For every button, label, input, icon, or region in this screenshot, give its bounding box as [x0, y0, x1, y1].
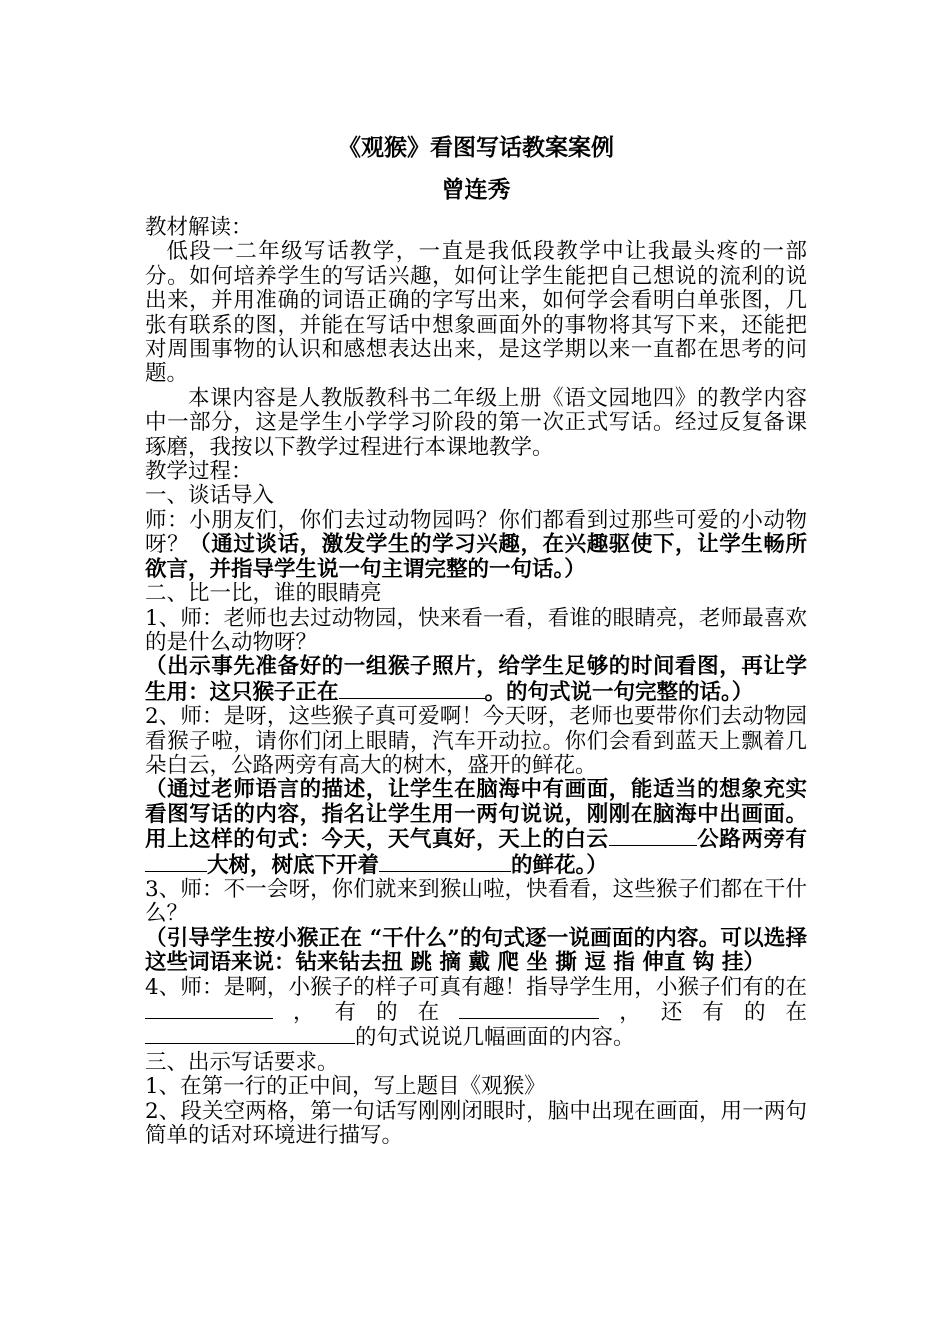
note-text: 公路两旁有 [696, 827, 807, 853]
fill-blank-line [379, 853, 511, 872]
text-run: 的句式说说几幅画面的内容。 [355, 1025, 635, 1051]
section-label-process: 教学过程： [145, 459, 253, 485]
teacher-line: 师：小朋友们，你们去过动物园吗？你们都看到过那些可爱的小动物呀？ [145, 507, 807, 558]
heading-step-2: 二、比一比，谁的眼睛亮 [145, 581, 382, 607]
fill-blank-line [145, 1000, 273, 1019]
requirement-2: 2、段关空两格，第一句话写刚刚闭眼时，脑中出现在画面，用一两句简单的话对环境进行描写。 [145, 1098, 807, 1149]
fill-blank-line [609, 827, 697, 846]
text-run: 4、师：是啊，小猴子的样子可真有趣！指导学生用，小猴子们有的在 [145, 974, 807, 1000]
paragraph-step-2-1: 1、师：老师也去过动物园，快来看一看，看谁的眼睛亮，老师最喜欢的是什么动物呀？ [145, 605, 807, 655]
heading-step-3: 三、出示写话要求。 [145, 1049, 339, 1075]
paragraph-step-2-4 [145, 976, 807, 1051]
fill-blank-line [145, 853, 207, 872]
text-run: ，有的在 [273, 1000, 460, 1025]
heading-step-1: 一、谈话导入 [145, 483, 275, 509]
paragraph-step-2-2: 2、师：是呀，这些猴子真可爱啊！今天呀，老师也要带你们去动物园看猴子啦，请你们闭上眼睛，汽车开动拉。你们会看到蓝天上飘着几朵白云，公路两旁有高大的树木，盛开的鲜花。 [145, 704, 807, 778]
text-run: ，还有的在 [599, 1000, 807, 1025]
note-text-end: 的鲜花。） [511, 852, 608, 878]
note-text: （通过老师语言的描述，让学生在脑海中有画面，能适当的想象充实看图写话的内容，指名让学生用一两句说说，刚刚在脑海中出画面。用上这样的句式：今天，天气真好，天上的白云 [145, 777, 807, 853]
document-body [145, 216, 807, 1148]
requirement-1: 1、在第一行的正中间，写上题目《观猴》 [145, 1074, 546, 1100]
teaching-note: （通过谈话，激发学生的学习兴趣，在兴趣驱使下，让学生畅所欲言，并指导学生说一句主谓完整的一句话。） [145, 532, 807, 582]
fill-blank-line [145, 1025, 355, 1044]
note-text: 大树，树底下开着 [207, 852, 380, 878]
fill-blank-line [459, 1000, 599, 1019]
paragraph-intro: 低段一二年级写话教学，一直是我低段教学中让我最头疼的一部分。如何培养学生的写话兴趣，如何让学生能把自己想说的流利的说出来，并用准确的词语正确的字写出来，如何学会看明白单张图，几张有联系的图，并能在写话中想象画面外的事物将其写下来，还能把对周围事物的认识和感想表达出来，是这学期以来一直都在思考的问题。 [145, 239, 807, 387]
paragraph-step-2-3-note: （引导学生按小猴正在 “干什么”的句式逐一说画面的内容。可以选择这些词语来说：钻来钻去扭 跳 摘 戴 爬 坐 撕 逗 指 伸直 钩 挂） [145, 925, 807, 976]
document-page [145, 128, 807, 1148]
paragraph-step-1 [145, 509, 807, 582]
note-text: （出示事先准备好的一组猴子照片，给学生足够的时间看图，再让学生用：这只猴子正在 [145, 654, 807, 705]
document-title: 《观猴》看图写话教案案例 [338, 134, 614, 161]
note-text-end: 。的句式说一句完整的话。） [484, 679, 754, 705]
paragraph-course-content: 本课内容是人教版教科书二年级上册《语文园地四》的教学内容中一部分，这是学生小学学习阶段的第一次正式写话。经过反复备课琢磨，我按以下教学过程进行本课地教学。 [145, 385, 807, 460]
paragraph-step-2-2-note [145, 778, 807, 878]
paragraph-step-2-3: 3、师：不一会呀，你们就来到猴山啦，快看看，这些猴子们都在干什么？ [145, 876, 807, 927]
fill-blank-line [339, 680, 485, 699]
paragraph-step-2-note [145, 655, 807, 705]
section-label-material: 教材解读： [145, 215, 253, 240]
author-name: 曾连秀 [441, 176, 511, 203]
